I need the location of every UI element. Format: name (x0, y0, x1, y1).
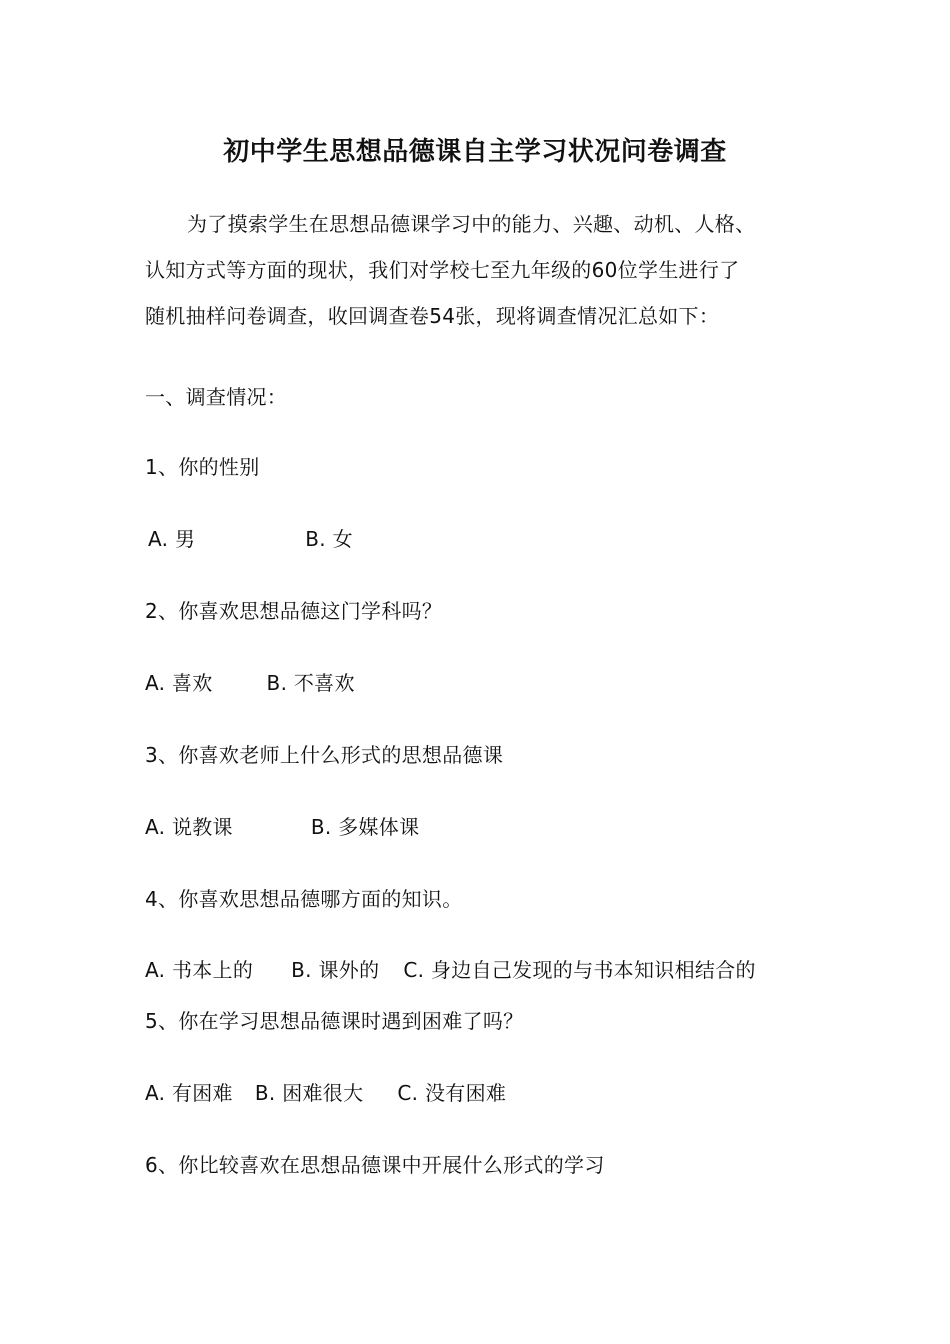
question-5-option-b: B. 困难很大 (254, 1081, 364, 1105)
question-3-option-b: B. 多媒体课 (310, 815, 420, 839)
question-1-option-a: A. 男 (148, 527, 196, 551)
intro-line-3: 随机抽样问卷调查，收回调查卷54张，现将调查情况汇总如下： (145, 304, 720, 328)
question-5-option-c: C. 没有困难 (397, 1081, 507, 1105)
intro-paragraph (145, 201, 835, 339)
question-2: 2、你喜欢思想品德这门学科吗？ (145, 599, 443, 623)
question-5-options (145, 1078, 506, 1108)
intro-line-2: 认知方式等方面的现状，我们对学校七至九年级的60位学生进行了 (145, 258, 740, 282)
question-4-option-b: B. 课外的 (291, 958, 380, 982)
question-2-option-a: A. 喜欢 (145, 671, 213, 695)
intro-line-1: 为了摸索学生在思想品德课学习中的能力、兴趣、动机、人格、 (187, 212, 756, 236)
question-3: 3、你喜欢老师上什么形式的思想品德课 (145, 743, 504, 767)
question-3-options (145, 812, 419, 842)
question-1: 1、你的性别 (145, 455, 260, 479)
question-2-options (145, 668, 355, 698)
question-6: 6、你比较喜欢在思想品德课中开展什么形式的学习 (145, 1153, 605, 1177)
question-4: 4、你喜欢思想品德哪方面的知识。 (145, 887, 463, 911)
question-4-option-c: C. 身边自己发现的与书本知识相结合的 (403, 958, 756, 982)
question-4-option-a: A. 书本上的 (145, 958, 254, 982)
question-4-options (145, 955, 756, 985)
question-5: 5、你在学习思想品德课时遇到困难了吗？ (145, 1009, 524, 1033)
question-2-option-b: B. 不喜欢 (266, 671, 355, 695)
question-1-options (148, 524, 353, 554)
document-title: 初中学生思想品德课自主学习状况问卷调查 (223, 137, 727, 167)
section-heading: 一、调查情况： (145, 385, 288, 409)
question-5-option-a: A. 有困难 (145, 1081, 233, 1105)
question-1-option-b: B. 女 (305, 527, 353, 551)
question-3-option-a: A. 说教课 (145, 815, 233, 839)
